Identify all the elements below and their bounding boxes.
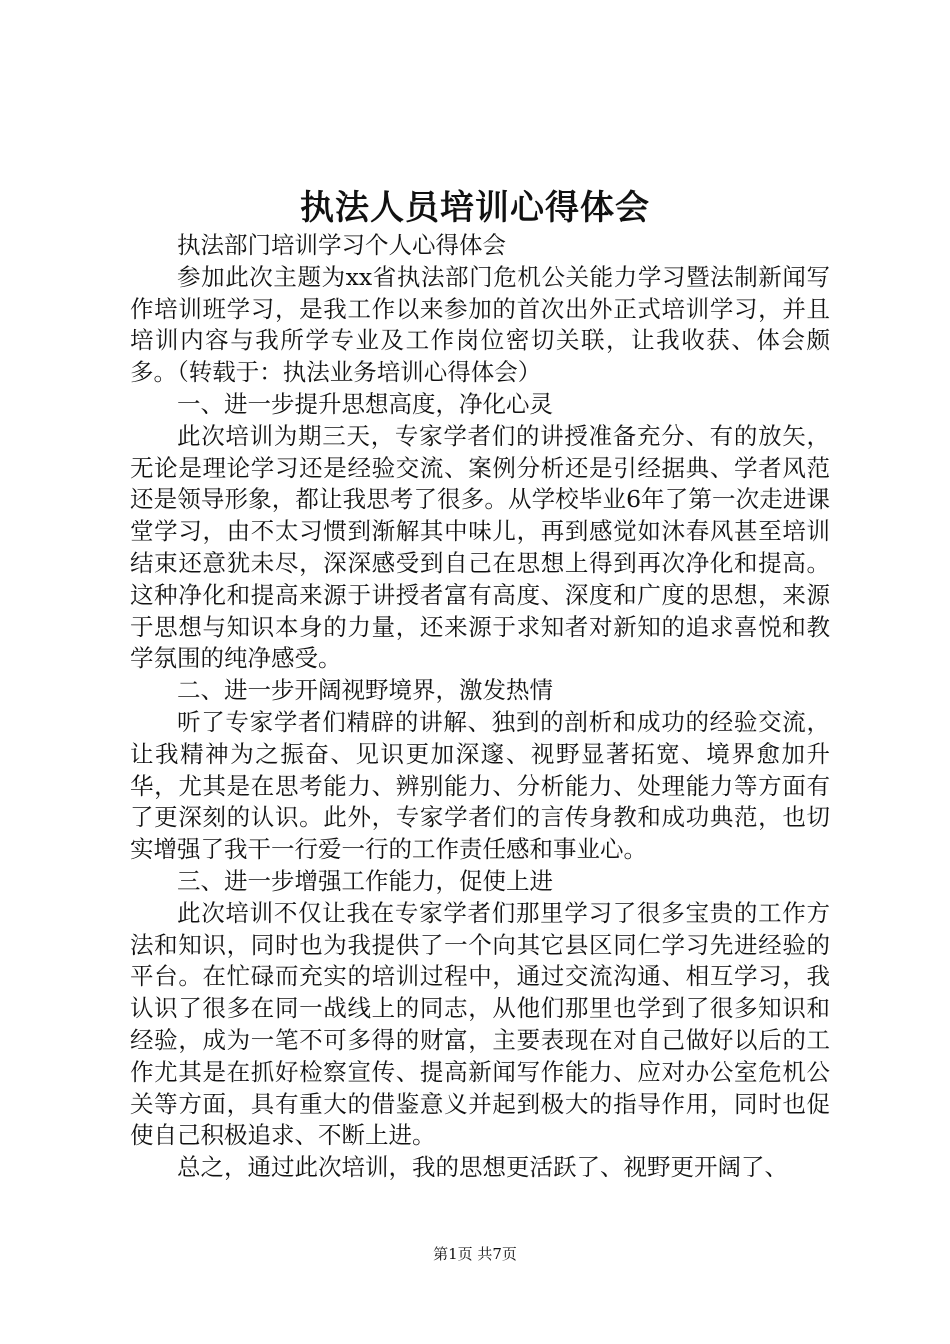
document-body	[130, 230, 830, 1184]
section-1-paragraph: 此次培训为期三天，专家学者们的讲授准备充分、有的放矢，无论是理论学习还是经验交流、案例分析还是引经据典、学者风范还是领导形象，都让我思考了很多。从学校毕业6年了第一次走进课堂学习，由不太习惯到渐解其中味儿，再到感觉如沐春风甚至培训结束还意犹未尽，深深感受到自己在思想上得到再次净化和提高。这种净化和提高来源于讲授者富有高度、深度和广度的思想，来源于思想与知识本身的力量，还来源于求知者对新知的追求喜悦和教学氛围的纯净感受。	[130, 421, 830, 673]
section-heading-2: 二、进一步开阔视野境界，激发热情	[177, 676, 553, 705]
document-title: 执法人员培训心得体会	[300, 188, 650, 228]
conclusion-paragraph: 总之，通过此次培训，我的思想更活跃了、视野更开阔了、	[177, 1153, 788, 1182]
subtitle-paragraph: 执法部门培训学习个人心得体会	[177, 231, 506, 259]
page-footer: 第1页 共7页	[433, 1245, 517, 1263]
section-3-paragraph: 此次培训不仅让我在专家学者们那里学习了很多宝贵的工作方法和知识，同时也为我提供了一个向其它县区同仁学习先进经验的平台。在忙碌而充实的培训过程中，通过交流沟通、相互学习，我认识了很多在同一战线上的同志，从他们那里也学到了很多知识和经验，成为一笔不可多得的财富，主要表现在对自己做好以后的工作尤其是在抓好检察宣传、提高新闻写作能力、应对办公室危机公关等方面，具有重大的借鉴意义并起到极大的指导作用，同时也促使自己积极追求、不断上进。	[130, 898, 830, 1150]
section-heading-3: 三、进一步增强工作能力，促使上进	[177, 866, 553, 895]
section-2-paragraph: 听了专家学者们精辟的讲解、独到的剖析和成功的经验交流，让我精神为之振奋、见识更加深邃、视野显著拓宽、境界愈加升华，尤其是在思考能力、辨别能力、分析能力、处理能力等方面有了更深刻的认识。此外，专家学者们的言传身教和成功典范，也切实增强了我干一行爱一行的工作责任感和事业心。	[130, 707, 830, 864]
section-heading-1: 一、进一步提升思想高度，净化心灵	[177, 389, 553, 418]
intro-paragraph: 参加此次主题为xx省执法部门危机公关能力学习暨法制新闻写作培训班学习，是我工作以来参加的首次出外正式培训学习，并且培训内容与我所学专业及工作岗位密切关联，让我收获、体会颇多。（转载于：执法业务培训心得体会）	[130, 262, 830, 387]
